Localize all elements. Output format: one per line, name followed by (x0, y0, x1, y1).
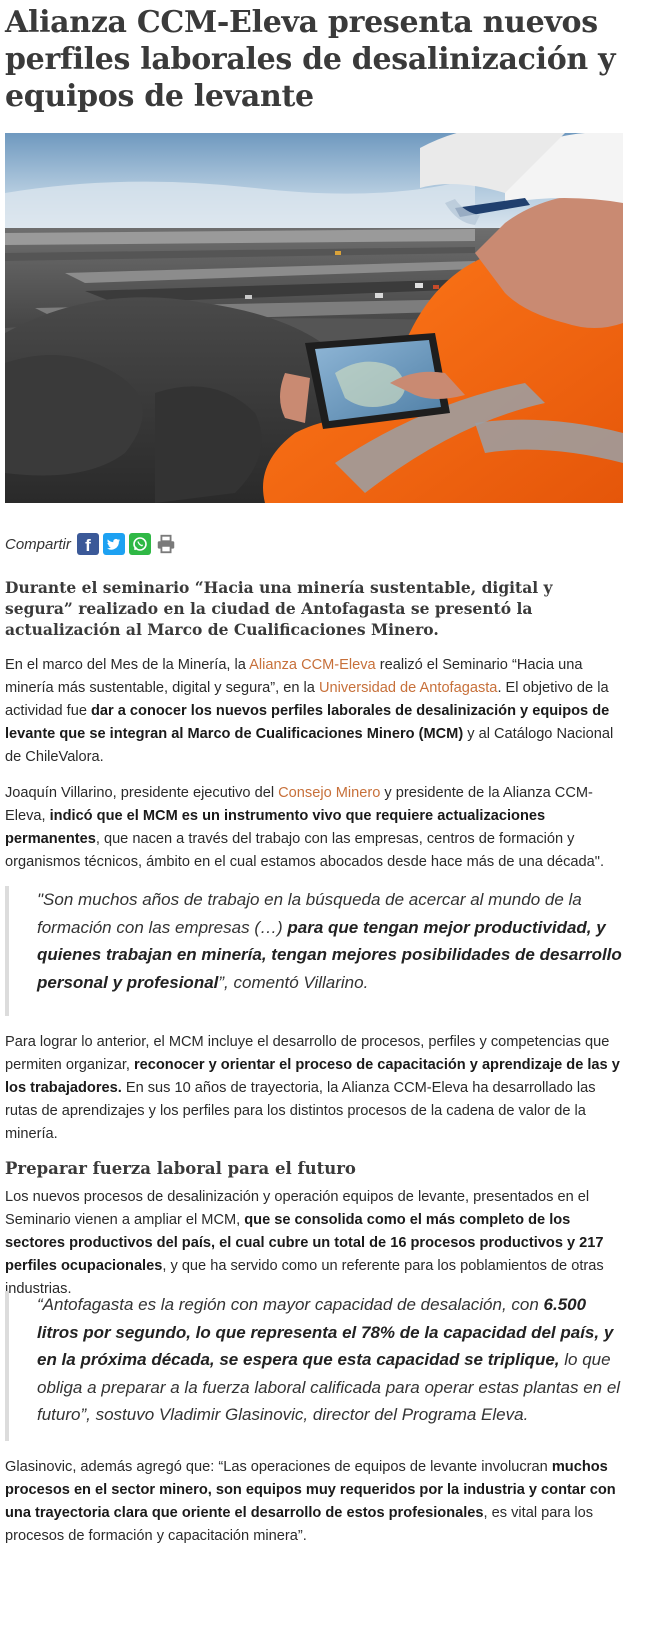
share-bar (5, 529, 181, 559)
bold-text: para que tengan mejor productividad, y quienes trabajan en minería, tengan mejores posibilidades de desarrollo personal y profesional (37, 917, 622, 992)
text: y al Catálogo Nacional de ChileValora. (5, 726, 614, 765)
section-heading: Preparar fuerza laboral para el futuro (5, 1159, 356, 1178)
bold-text: dar a conocer los nuevos perfiles laborales de desalinización y equipos de levante que se integran al Marco de Cualificaciones Minero (MCM) (5, 703, 610, 742)
text: , y que ha servido como un referente para los poblamientos de otras industrias. (5, 1258, 604, 1297)
text: "Son muchos años de trabajo en la búsqueda de acercar al mundo de la formación con las empresas (…) (37, 890, 582, 937)
twitter-icon[interactable] (103, 533, 125, 555)
print-icon[interactable] (155, 533, 177, 555)
text: Joaquín Villarino, presidente ejecutivo del (5, 785, 279, 801)
text: , que nacen a través del trabajo con las empresas, centros de formación y organismos técnicos, ámbito en el cual estamos abocados desde hace más de una década". (5, 831, 605, 870)
link-consejo-minero[interactable]: Consejo Minero (278, 785, 381, 801)
paragraph-4 (5, 1186, 625, 1301)
article-lead: Durante el seminario “Hacia una minería sustentable, digital y segura” realizado en la ciudad de Antofagasta se presentó la actualización al Marco de Cualificaciones Minero. (5, 578, 553, 639)
paragraph-1 (5, 654, 625, 769)
text: En sus 10 años de trayectoria, la Alianza CCM-Eleva ha desarrollado las rutas de aprendizajes y los perfiles para los distintos procesos de la cadena de valor de la minería. (5, 1080, 596, 1142)
text: “Antofagasta es la región con mayor capacidad de desalación, con (37, 1295, 544, 1314)
text: lo que obliga a preparar a la fuerza laboral calificada para operar estas plantas en el futuro”, sostuvo Vladimir Glasinovic, director del Programa Eleva. (37, 1350, 621, 1424)
bold-text: reconocer y orientar el proceso de capacitación y aprendizaje de las y los trabajadores. (5, 1057, 620, 1096)
whatsapp-icon[interactable] (129, 533, 151, 555)
bold-text: que se consolida como el más completo de los sectores productivos del país, el cual cubre un total de 16 procesos productivos y 217 perfiles ocupacionales (5, 1212, 604, 1274)
text: , es vital para los procesos de formación y capacitación minera”. (5, 1505, 594, 1544)
text: realizó el Seminario “Hacia una minería más sustentable, digital y segura”, en la (5, 657, 583, 696)
link-alianza[interactable]: Alianza CCM-Eleva (249, 657, 376, 673)
text: y presidente de la Alianza CCM-Eleva, (5, 785, 593, 824)
paragraph-3 (5, 1031, 625, 1146)
svg-text:f: f (85, 536, 91, 555)
hero-image (5, 133, 623, 503)
text: ”, comentó Villarino. (218, 972, 369, 992)
article-title: Alianza CCM-Eleva presenta nuevos perfiles laborales de desalinización y equipos de levante (5, 5, 616, 114)
bold-text: indicó que el MCM es un instrumento vivo que requiere actualizaciones permanentes (5, 808, 546, 847)
facebook-icon[interactable] (77, 533, 99, 555)
quote-glasinovic (5, 1291, 625, 1441)
quote-villarino (5, 886, 625, 1016)
link-universidad[interactable]: Universidad de Antofagasta (318, 680, 498, 696)
share-label: Compartir (5, 535, 71, 553)
text: Los nuevos procesos de desalinización y operación equipos de levante, presentados en el Seminario vienen a ampliar el MCM, (5, 1189, 590, 1228)
text: . El objetivo de la actividad fue (5, 680, 609, 719)
article (5, 0, 625, 1544)
text: Para lograr lo anterior, el MCM incluye el desarrollo de procesos, perfiles y competencias que permiten organizar, (5, 1034, 610, 1073)
paragraph-2 (5, 782, 625, 874)
bold-text: muchos procesos en el sector minero, son equipos muy requeridos por la industria y contar con una trayectoria clara que oriente el desarrollo de estos profesionales (5, 1459, 616, 1521)
text: En el marco del Mes de la Minería, la (5, 657, 250, 673)
text: Glasinovic, además agregó que: “Las operaciones de equipos de levante involucran (5, 1459, 552, 1475)
paragraph-5 (5, 1456, 625, 1548)
bold-text: 6.500 litros por segundo, lo que representa el 78% de la capacidad del país, y en la próxima década, se espera que esta capacidad se triplique, (37, 1295, 614, 1369)
